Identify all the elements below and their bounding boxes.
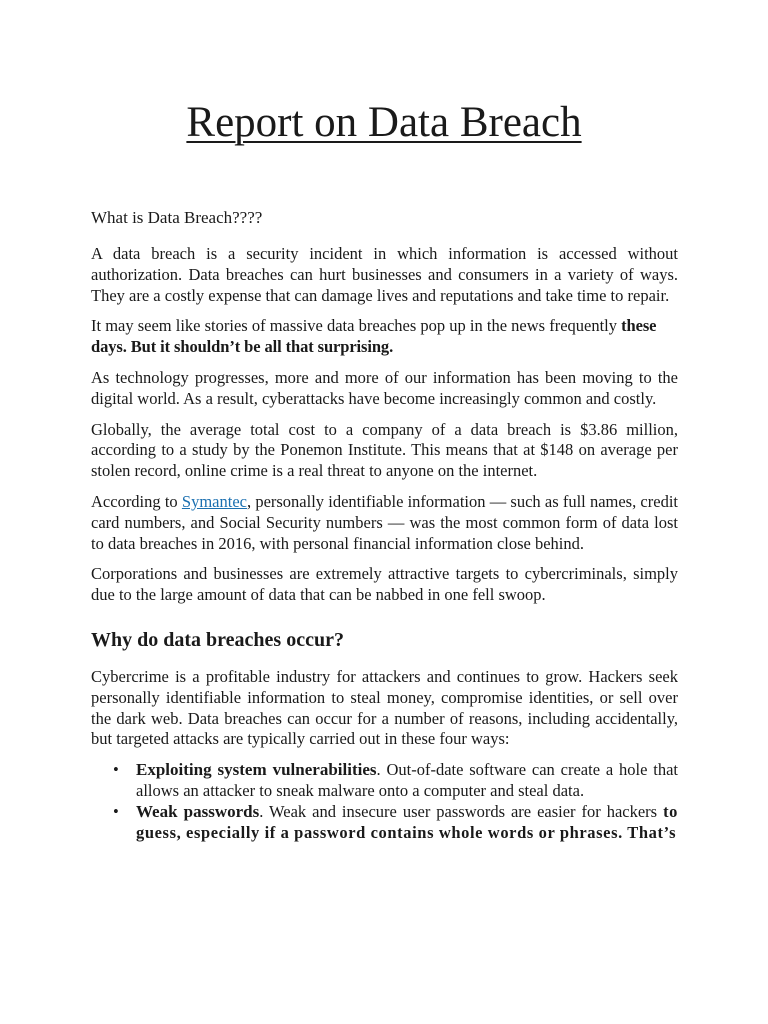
list-item-text: . Weak and insecure user passwords are easier for hackers [259,801,664,821]
paragraph-symantec-rest: , personally identifiable information — such as full names, credit card numbers, and Social Security numbers — was the most common form of data lost to data breaches in 2016, with personal financial information close behind. [91,491,678,553]
bullet-icon: • [113,760,119,780]
paragraph-news-text: It may seem like stories of massive data breaches pop up in the news frequently [91,316,622,336]
paragraph-symantec [91,492,678,554]
document-title-text: Report on Data Breach [186,99,582,146]
list-item-term: Exploiting system vulnerabilities [136,760,377,780]
document-title [0,97,768,149]
section-heading-what-is: What is Data Breach???? [91,208,263,227]
paragraph-news [91,316,678,358]
section-heading-why: Why do data breaches occur? [91,628,344,651]
list-item-term: Weak passwords [136,801,260,821]
paragraph-technology: As technology progresses, more and more of our information has been moving to the digital world. As a result, cyberattacks have become increasingly common and costly. [91,367,678,408]
list-item [91,802,678,844]
paragraph-cybercrime: Cybercrime is a profitable industry for attackers and continues to grow. Hackers seek personally identifiable information to steal money, compromise identities, or sell over the dark web. Data breaches can occur for a number of reasons, including accidentally, but targeted attacks are typically carried out in these four ways: [91,666,678,749]
list-item-bold-tail: to guess, especially if a password contains whole words or phrases. That’s [136,801,679,842]
list-item [91,760,678,802]
paragraph-targets: Corporations and businesses are extremely attractive targets to cybercriminals, simply due to the large amount of data that can be nabbed in one fell swoop. [91,564,678,605]
paragraph-definition: A data breach is a security incident in which information is accessed without authorization. Data breaches can hurt businesses and consumers in a variety of ways. They are a costly expense that can damage lives and reputations and take time to repair. [91,244,678,305]
list-item-text: . Out-of-date software can create a hole that allows an attacker to sneak malware onto a computer and steal data. [136,760,678,800]
bullet-icon: • [113,801,119,821]
paragraph-cost: Globally, the average total cost to a company of a data breach is $3.86 million, according to a study by the Ponemon Institute. This means that at $148 on average per stolen record, online crime is a real threat to anyone on the internet. [91,419,678,481]
paragraph-symantec-intro: According to [91,491,182,511]
symantec-link[interactable]: Symantec [181,491,247,511]
document-body [91,206,678,843]
paragraph-news-bold: these days. But it shouldn’t be all that surprising. [91,316,657,357]
breach-methods-list [91,760,678,843]
